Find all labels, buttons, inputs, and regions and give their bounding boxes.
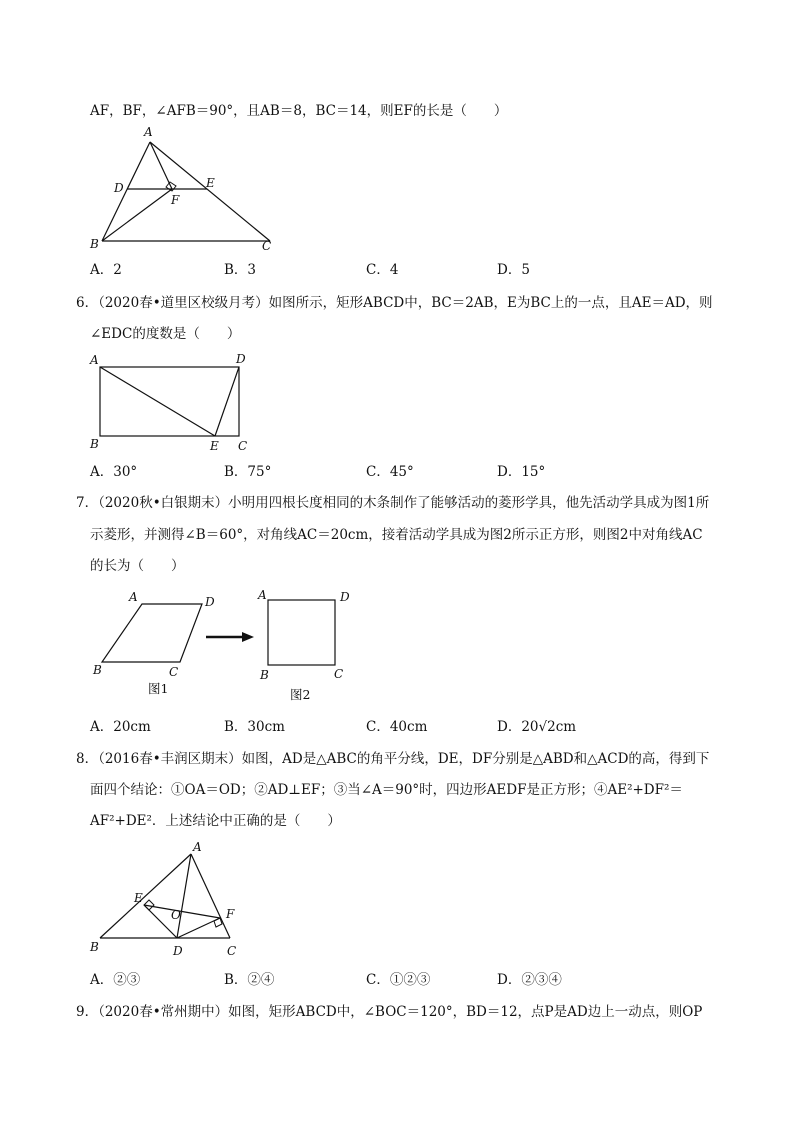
q5-label-d: D	[114, 181, 124, 195]
q8-option-b: B．②④	[224, 972, 275, 988]
q7-fig1-caption: 图1	[148, 681, 169, 696]
q7-option-b: B．30cm	[224, 719, 285, 735]
q7-fig2-label-c: C	[334, 667, 344, 681]
q7-fig1-label-c: C	[169, 665, 179, 679]
q7-fig2-caption: 图2	[290, 687, 311, 702]
q8-label-c: C	[227, 944, 237, 958]
q5-stem: AF，BF，∠AFB＝90°，且AB＝8，BC＝14，则EF的长是（ ）	[90, 103, 508, 119]
q5-label-c: C	[262, 239, 272, 253]
q6-option-d: D．15°	[497, 464, 546, 480]
q6-label-e: E	[210, 439, 219, 453]
q7-fig2-label-a: A	[258, 588, 267, 602]
q6-option-a: A．30°	[90, 464, 138, 480]
q8-label-a: A	[193, 840, 202, 854]
q5-option-a: A．2	[90, 262, 122, 278]
q6-stem-line-1: 6．（2020春•道里区校级月考）如图所示，矩形ABCD中，BC＝2AB，E为BC上的一点，且AE＝AD，则	[76, 295, 713, 311]
q7-fig2-label-b: B	[260, 668, 269, 682]
q8-stem-line-3: AF²+DE²．上述结论中正确的是（ ）	[90, 813, 341, 829]
q5-label-e: E	[206, 176, 215, 190]
q8-label-e: E	[134, 891, 143, 905]
q8-option-c: C．①②③	[366, 972, 431, 988]
q8-label-f: F	[226, 907, 235, 921]
q8-triangle-figure	[80, 838, 250, 963]
q8-stem-line-2: 面四个结论：①OA＝OD；②AD⊥EF；③当∠A＝90°时，四边形AEDF是正方形；④AE²+DF²＝	[90, 782, 683, 798]
q6-label-a: A	[90, 353, 99, 367]
q7-fig1-label-a: A	[129, 590, 138, 604]
q7-stem-line-1: 7．（2020秋•白银期末）小明用四根长度相同的木条制作了能够活动的菱形学具，他先活动学具成为图1所	[76, 495, 710, 511]
q5-triangle-figure	[80, 124, 280, 254]
q9-stem: 9．（2020春•常州期中）如图，矩形ABCD中，∠BOC＝120°，BD＝12，点P是AD边上一动点，则OP	[76, 1004, 703, 1020]
q8-label-o: O	[171, 908, 181, 922]
q6-label-d: D	[236, 352, 246, 366]
q5-option-d: D．5	[497, 262, 530, 278]
q6-stem-line-2: ∠EDC的度数是（ ）	[90, 326, 241, 342]
q5-label-f: F	[171, 193, 180, 207]
q6-rectangle-figure	[80, 348, 265, 456]
q5-label-b: B	[90, 237, 99, 251]
q5-option-b: B．3	[224, 262, 257, 278]
q7-fig1-label-d: D	[205, 595, 215, 609]
q8-option-d: D．②③④	[497, 972, 562, 988]
q7-option-d: D．20√2cm	[497, 719, 577, 735]
q8-stem-line-1: 8．（2016春•丰润区期末）如图，AD是△ABC的角平分线，DE，DF分别是△ABD和△ACD的高，得到下	[76, 751, 710, 767]
q7-stem-line-3: 的长为（ ）	[90, 558, 185, 574]
q6-label-b: B	[90, 437, 99, 451]
q7-fig1-label-b: B	[93, 663, 102, 677]
q7-stem-line-2: 示菱形，并测得∠B＝60°，对角线AC＝20cm，接着活动学具成为图2所示正方形，则图2中对角线AC	[90, 527, 703, 543]
q7-option-c: C．40cm	[366, 719, 428, 735]
q5-label-a: A	[144, 125, 153, 139]
q6-label-c: C	[238, 439, 248, 453]
q7-fig2-label-d: D	[340, 590, 350, 604]
q6-option-b: B．75°	[224, 464, 272, 480]
q8-label-b: B	[90, 940, 99, 954]
q8-option-a: A．②③	[90, 972, 141, 988]
q6-option-c: C．45°	[366, 464, 414, 480]
q5-option-c: C．4	[366, 262, 399, 278]
q8-label-d: D	[173, 944, 183, 958]
q7-figures	[80, 585, 380, 705]
q7-option-a: A．20cm	[90, 719, 151, 735]
